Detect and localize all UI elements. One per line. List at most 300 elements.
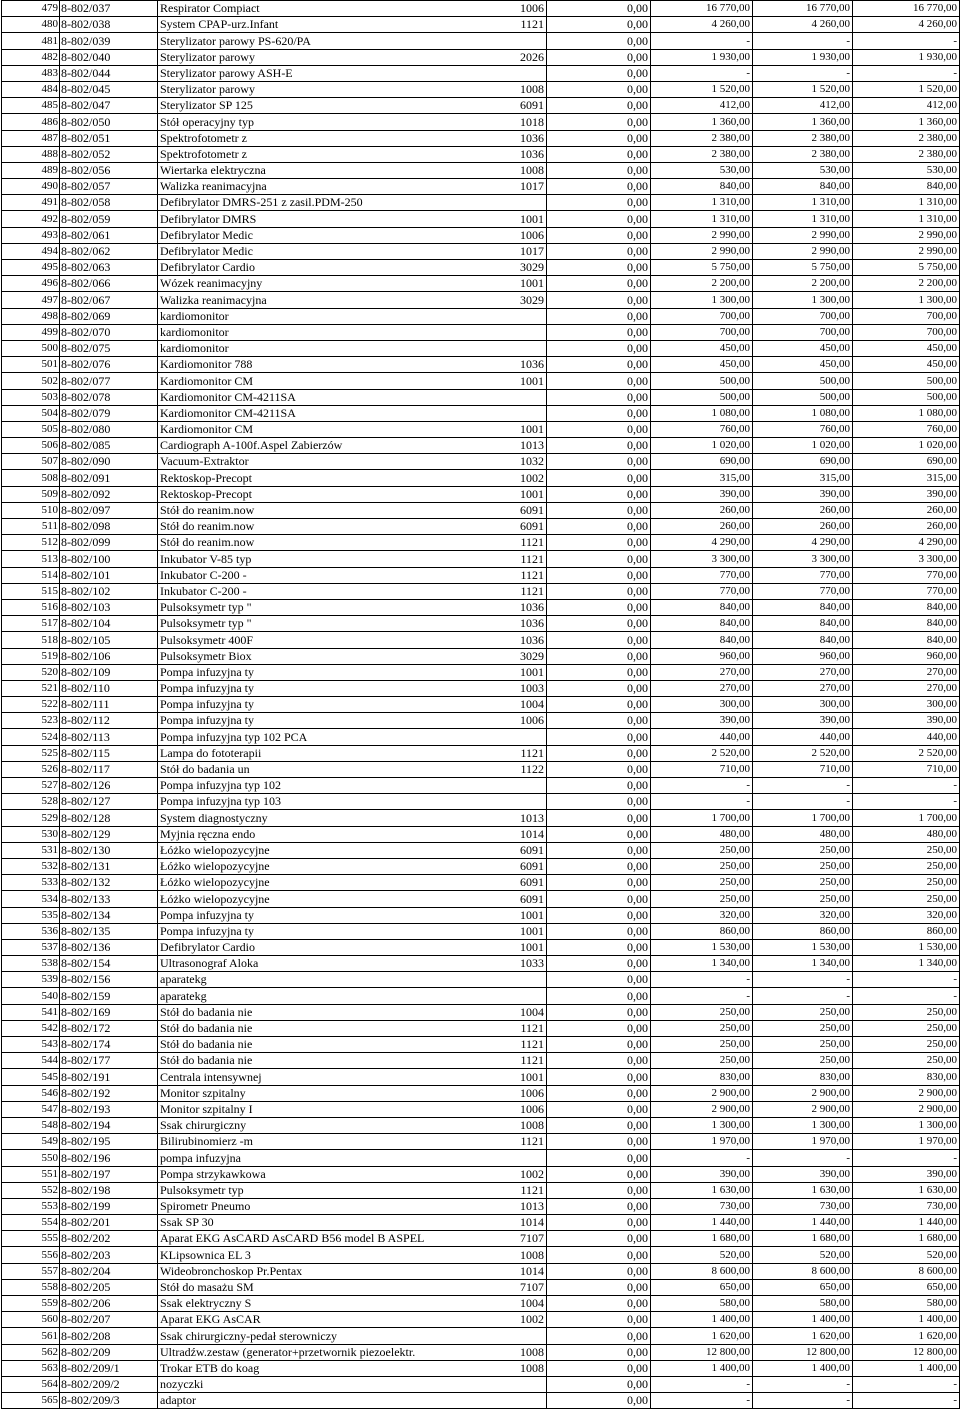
value-col-2: 1 930,00 <box>651 49 753 65</box>
row-number: 517 <box>2 616 60 632</box>
inventory-number: 8-802/202 <box>60 1231 158 1247</box>
inventory-number: 8-802/038 <box>60 17 158 33</box>
row-number: 500 <box>2 340 60 356</box>
inventory-number: 8-802/069 <box>60 308 158 324</box>
inventory-number: 8-802/037 <box>60 1 158 17</box>
value-col-2: 450,00 <box>651 340 753 356</box>
inventory-number: 8-802/080 <box>60 421 158 437</box>
value-col-2: 840,00 <box>651 616 753 632</box>
table-row <box>2 502 960 518</box>
value-col-4: 2 900,00 <box>853 1085 960 1101</box>
value-col-4: 8 600,00 <box>853 1263 960 1279</box>
inventory-number: 8-802/111 <box>60 697 158 713</box>
row-number: 565 <box>2 1393 60 1409</box>
group-code: 1013 <box>487 810 547 826</box>
inventory-number: 8-802/136 <box>60 939 158 955</box>
table-row <box>2 211 960 227</box>
group-code: 1121 <box>487 1182 547 1198</box>
table-row <box>2 648 960 664</box>
value-col-1: 0,00 <box>547 195 651 211</box>
table-row <box>2 1393 960 1409</box>
asset-name: Aparat EKG AsCAR <box>158 1312 487 1328</box>
group-code: 1001 <box>487 373 547 389</box>
row-number: 485 <box>2 98 60 114</box>
value-col-4: 1 700,00 <box>853 810 960 826</box>
inventory-number: 8-802/209/2 <box>60 1376 158 1392</box>
asset-name: Defibrylator Cardio <box>158 939 487 955</box>
value-col-2: 1 340,00 <box>651 956 753 972</box>
inventory-number: 8-802/079 <box>60 405 158 421</box>
inventory-number: 8-802/062 <box>60 243 158 259</box>
table-body <box>2 1 960 1409</box>
table-row <box>2 1134 960 1150</box>
value-col-4: 650,00 <box>853 1279 960 1295</box>
value-col-4: 1 360,00 <box>853 114 960 130</box>
group-code <box>487 65 547 81</box>
table-row <box>2 599 960 615</box>
asset-name: Pompa infuzyjna ty <box>158 923 487 939</box>
value-col-4: 1 400,00 <box>853 1312 960 1328</box>
asset-name: Pompa infuzyjna ty <box>158 713 487 729</box>
value-col-4: 250,00 <box>853 1053 960 1069</box>
value-col-3: - <box>753 778 853 794</box>
inventory-number: 8-802/040 <box>60 49 158 65</box>
asset-name: Walizka reanimacyjna <box>158 292 487 308</box>
value-col-1: 0,00 <box>547 1198 651 1214</box>
value-col-1: 0,00 <box>547 923 651 939</box>
group-code <box>487 389 547 405</box>
value-col-4: 1 630,00 <box>853 1182 960 1198</box>
value-col-1: 0,00 <box>547 972 651 988</box>
value-col-4: 1 680,00 <box>853 1231 960 1247</box>
value-col-4: 1 310,00 <box>853 211 960 227</box>
group-code: 1008 <box>487 1360 547 1376</box>
value-col-1: 0,00 <box>547 308 651 324</box>
group-code: 1014 <box>487 1263 547 1279</box>
value-col-3: 1 300,00 <box>753 292 853 308</box>
group-code: 6091 <box>487 502 547 518</box>
value-col-3: 2 380,00 <box>753 130 853 146</box>
group-code: 6091 <box>487 891 547 907</box>
group-code: 7107 <box>487 1231 547 1247</box>
value-col-2: 1 310,00 <box>651 195 753 211</box>
value-col-1: 0,00 <box>547 713 651 729</box>
table-row <box>2 1166 960 1182</box>
value-col-4: - <box>853 972 960 988</box>
table-row <box>2 567 960 583</box>
group-code: 1004 <box>487 1296 547 1312</box>
value-col-2: 1 700,00 <box>651 810 753 826</box>
group-code: 1036 <box>487 616 547 632</box>
value-col-3: 700,00 <box>753 308 853 324</box>
asset-name: Spektrofotometr z <box>158 130 487 146</box>
asset-name: System CPAP-urz.Infant <box>158 17 487 33</box>
row-number: 558 <box>2 1279 60 1295</box>
value-col-1: 0,00 <box>547 778 651 794</box>
inventory-number: 8-802/204 <box>60 1263 158 1279</box>
table-row <box>2 956 960 972</box>
row-number: 521 <box>2 680 60 696</box>
row-number: 538 <box>2 956 60 972</box>
value-col-2: - <box>651 1150 753 1166</box>
table-row <box>2 98 960 114</box>
value-col-4: 1 520,00 <box>853 81 960 97</box>
asset-name: Centrala intensywnej <box>158 1069 487 1085</box>
row-number: 561 <box>2 1328 60 1344</box>
inventory-number: 8-802/061 <box>60 227 158 243</box>
value-col-4: 12 800,00 <box>853 1344 960 1360</box>
asset-name: Łóżko wielopozycyjne <box>158 858 487 874</box>
value-col-3: 1 970,00 <box>753 1134 853 1150</box>
value-col-1: 0,00 <box>547 1376 651 1392</box>
inventory-number: 8-802/191 <box>60 1069 158 1085</box>
value-col-2: 390,00 <box>651 486 753 502</box>
asset-name: Ultrasonograf Aloka <box>158 956 487 972</box>
table-row <box>2 551 960 567</box>
value-col-2: 830,00 <box>651 1069 753 1085</box>
value-col-2: 440,00 <box>651 729 753 745</box>
table-row <box>2 794 960 810</box>
inventory-number: 8-802/115 <box>60 745 158 761</box>
value-col-4: 390,00 <box>853 713 960 729</box>
value-col-3: 250,00 <box>753 1004 853 1020</box>
value-col-3: 2 200,00 <box>753 276 853 292</box>
value-col-2: 270,00 <box>651 664 753 680</box>
value-col-3: 2 380,00 <box>753 146 853 162</box>
group-code: 1006 <box>487 1101 547 1117</box>
row-number: 528 <box>2 794 60 810</box>
inventory-number: 8-802/056 <box>60 162 158 178</box>
value-col-3: 270,00 <box>753 680 853 696</box>
value-col-4: 1 400,00 <box>853 1360 960 1376</box>
asset-name: Pompa infuzyjna typ 102 PCA <box>158 729 487 745</box>
value-col-4: 2 380,00 <box>853 130 960 146</box>
value-col-2: 250,00 <box>651 875 753 891</box>
value-col-1: 0,00 <box>547 98 651 114</box>
value-col-2: 1 400,00 <box>651 1312 753 1328</box>
value-col-1: 0,00 <box>547 1393 651 1409</box>
value-col-2: 12 800,00 <box>651 1344 753 1360</box>
value-col-2: - <box>651 778 753 794</box>
value-col-3: - <box>753 794 853 810</box>
value-col-4: 1 020,00 <box>853 438 960 454</box>
asset-name: pompa infuzyjna <box>158 1150 487 1166</box>
inventory-number: 8-802/177 <box>60 1053 158 1069</box>
asset-name: Vacuum-Extraktor <box>158 454 487 470</box>
value-col-1: 0,00 <box>547 891 651 907</box>
value-col-2: 412,00 <box>651 98 753 114</box>
value-col-1: 0,00 <box>547 1312 651 1328</box>
value-col-1: 0,00 <box>547 454 651 470</box>
value-col-3: 300,00 <box>753 697 853 713</box>
value-col-4: 300,00 <box>853 697 960 713</box>
value-col-1: 0,00 <box>547 130 651 146</box>
table-row <box>2 357 960 373</box>
value-col-2: 2 900,00 <box>651 1101 753 1117</box>
value-col-4: 840,00 <box>853 632 960 648</box>
value-col-3: 1 400,00 <box>753 1312 853 1328</box>
value-col-3: 650,00 <box>753 1279 853 1295</box>
row-number: 479 <box>2 1 60 17</box>
value-col-1: 0,00 <box>547 486 651 502</box>
value-col-1: 0,00 <box>547 211 651 227</box>
group-code: 1121 <box>487 745 547 761</box>
value-col-3: 830,00 <box>753 1069 853 1085</box>
value-col-1: 0,00 <box>547 1279 651 1295</box>
asset-name: Spektrofotometr z <box>158 146 487 162</box>
value-col-3: 250,00 <box>753 1053 853 1069</box>
inventory-number: 8-802/103 <box>60 599 158 615</box>
value-col-3: 2 990,00 <box>753 243 853 259</box>
value-col-1: 0,00 <box>547 389 651 405</box>
value-col-2: - <box>651 988 753 1004</box>
value-col-2: 250,00 <box>651 842 753 858</box>
value-col-2: 250,00 <box>651 1053 753 1069</box>
value-col-3: 450,00 <box>753 340 853 356</box>
row-number: 555 <box>2 1231 60 1247</box>
asset-name: Wiertarka elektryczna <box>158 162 487 178</box>
value-col-1: 0,00 <box>547 17 651 33</box>
value-col-1: 0,00 <box>547 1134 651 1150</box>
value-col-4: 840,00 <box>853 616 960 632</box>
asset-name: Pompa infuzyjna typ 103 <box>158 794 487 810</box>
asset-name: Pulsoksymetr Biox <box>158 648 487 664</box>
table-row <box>2 842 960 858</box>
value-col-2: 1 630,00 <box>651 1182 753 1198</box>
row-number: 522 <box>2 697 60 713</box>
row-number: 545 <box>2 1069 60 1085</box>
value-col-3: 760,00 <box>753 421 853 437</box>
value-col-4: 480,00 <box>853 826 960 842</box>
inventory-number: 8-802/051 <box>60 130 158 146</box>
table-row <box>2 1101 960 1117</box>
table-row <box>2 1037 960 1053</box>
table-row <box>2 454 960 470</box>
asset-name: Stół do masażu SM <box>158 1279 487 1295</box>
table-row <box>2 1150 960 1166</box>
value-col-4: 2 990,00 <box>853 227 960 243</box>
value-col-1: 0,00 <box>547 162 651 178</box>
row-number: 549 <box>2 1134 60 1150</box>
value-col-2: 2 990,00 <box>651 227 753 243</box>
value-col-2: 730,00 <box>651 1198 753 1214</box>
value-col-2: 16 770,00 <box>651 1 753 17</box>
value-col-3: 770,00 <box>753 567 853 583</box>
asset-name: Stół do badania nie <box>158 1004 487 1020</box>
value-col-3: 2 900,00 <box>753 1101 853 1117</box>
asset-name: Pulsoksymetr typ " <box>158 616 487 632</box>
asset-name: Stół do badania nie <box>158 1020 487 1036</box>
asset-register-table <box>1 0 960 1409</box>
table-row <box>2 1182 960 1198</box>
value-col-3: 440,00 <box>753 729 853 745</box>
value-col-1: 0,00 <box>547 664 651 680</box>
value-col-1: 0,00 <box>547 1117 651 1133</box>
value-col-3: 840,00 <box>753 599 853 615</box>
value-col-2: 1 360,00 <box>651 114 753 130</box>
value-col-2: 1 440,00 <box>651 1215 753 1231</box>
inventory-number: 8-802/047 <box>60 98 158 114</box>
table-row <box>2 632 960 648</box>
asset-name: Stół do badania nie <box>158 1053 487 1069</box>
value-col-4: 16 770,00 <box>853 1 960 17</box>
table-row <box>2 697 960 713</box>
row-number: 505 <box>2 421 60 437</box>
value-col-2: 1 300,00 <box>651 292 753 308</box>
value-col-2: 8 600,00 <box>651 1263 753 1279</box>
row-number: 495 <box>2 260 60 276</box>
value-col-4: 412,00 <box>853 98 960 114</box>
row-number: 502 <box>2 373 60 389</box>
value-col-1: 0,00 <box>547 745 651 761</box>
inventory-number: 8-802/207 <box>60 1312 158 1328</box>
value-col-2: 480,00 <box>651 826 753 842</box>
row-number: 539 <box>2 972 60 988</box>
value-col-4: 5 750,00 <box>853 260 960 276</box>
value-col-1: 0,00 <box>547 1263 651 1279</box>
group-code: 1008 <box>487 1117 547 1133</box>
value-col-2: 250,00 <box>651 858 753 874</box>
inventory-number: 8-802/194 <box>60 1117 158 1133</box>
group-code: 1008 <box>487 162 547 178</box>
value-col-4: 270,00 <box>853 680 960 696</box>
value-col-3: 1 310,00 <box>753 195 853 211</box>
asset-name: Stół operacyjny typ <box>158 114 487 130</box>
value-col-3: 1 020,00 <box>753 438 853 454</box>
value-col-2: 2 380,00 <box>651 130 753 146</box>
row-number: 513 <box>2 551 60 567</box>
inventory-number: 8-802/057 <box>60 179 158 195</box>
group-code <box>487 308 547 324</box>
group-code: 1014 <box>487 826 547 842</box>
value-col-4: 500,00 <box>853 373 960 389</box>
table-row <box>2 858 960 874</box>
value-col-2: 315,00 <box>651 470 753 486</box>
inventory-number: 8-802/169 <box>60 1004 158 1020</box>
group-code <box>487 1393 547 1409</box>
row-number: 523 <box>2 713 60 729</box>
table-row <box>2 1231 960 1247</box>
inventory-number: 8-802/058 <box>60 195 158 211</box>
group-code: 1002 <box>487 1312 547 1328</box>
value-col-1: 0,00 <box>547 632 651 648</box>
asset-name: Łóżko wielopozycyjne <box>158 891 487 907</box>
group-code: 1001 <box>487 421 547 437</box>
group-code <box>487 340 547 356</box>
value-col-4: 250,00 <box>853 891 960 907</box>
table-row <box>2 470 960 486</box>
table-row <box>2 778 960 794</box>
row-number: 496 <box>2 276 60 292</box>
value-col-2: 1 530,00 <box>651 939 753 955</box>
value-col-2: 840,00 <box>651 599 753 615</box>
inventory-number: 8-802/128 <box>60 810 158 826</box>
table-row <box>2 729 960 745</box>
inventory-number: 8-802/063 <box>60 260 158 276</box>
value-col-3: - <box>753 65 853 81</box>
asset-name: Kardiomonitor 788 <box>158 357 487 373</box>
group-code: 1036 <box>487 357 547 373</box>
group-code <box>487 729 547 745</box>
inventory-number: 8-802/209/3 <box>60 1393 158 1409</box>
inventory-number: 8-802/198 <box>60 1182 158 1198</box>
asset-name: Walizka reanimacyjna <box>158 179 487 195</box>
value-col-2: 450,00 <box>651 357 753 373</box>
inventory-number: 8-802/192 <box>60 1085 158 1101</box>
value-col-2: 1 970,00 <box>651 1134 753 1150</box>
value-col-4: - <box>853 1376 960 1392</box>
row-number: 504 <box>2 405 60 421</box>
table-row <box>2 438 960 454</box>
value-col-2: 700,00 <box>651 324 753 340</box>
asset-name: Defibrylator DMRS-251 z zasil.PDM-250 <box>158 195 487 211</box>
value-col-1: 0,00 <box>547 519 651 535</box>
inventory-number: 8-802/090 <box>60 454 158 470</box>
row-number: 484 <box>2 81 60 97</box>
value-col-1: 0,00 <box>547 357 651 373</box>
table-row <box>2 826 960 842</box>
table-row <box>2 1279 960 1295</box>
table-row <box>2 1376 960 1392</box>
inventory-number: 8-802/102 <box>60 583 158 599</box>
inventory-number: 8-802/045 <box>60 81 158 97</box>
row-number: 554 <box>2 1215 60 1231</box>
row-number: 501 <box>2 357 60 373</box>
table-row <box>2 1053 960 1069</box>
table-row <box>2 810 960 826</box>
table-row <box>2 907 960 923</box>
value-col-2: 2 380,00 <box>651 146 753 162</box>
inventory-number: 8-802/209/1 <box>60 1360 158 1376</box>
value-col-1: 0,00 <box>547 276 651 292</box>
value-col-3: 12 800,00 <box>753 1344 853 1360</box>
asset-name: Rektoskop-Precopt <box>158 470 487 486</box>
value-col-2: 3 300,00 <box>651 551 753 567</box>
row-number: 515 <box>2 583 60 599</box>
table-row <box>2 1069 960 1085</box>
asset-name: Defibrylator DMRS <box>158 211 487 227</box>
inventory-number: 8-802/172 <box>60 1020 158 1036</box>
group-code <box>487 778 547 794</box>
group-code: 3029 <box>487 292 547 308</box>
value-col-2: 2 990,00 <box>651 243 753 259</box>
asset-name: Defibrylator Medic <box>158 243 487 259</box>
table-row <box>2 519 960 535</box>
value-col-4: 260,00 <box>853 519 960 535</box>
value-col-1: 0,00 <box>547 1231 651 1247</box>
group-code: 1121 <box>487 551 547 567</box>
value-col-2: 320,00 <box>651 907 753 923</box>
value-col-4: 4 260,00 <box>853 17 960 33</box>
value-col-3: 4 260,00 <box>753 17 853 33</box>
value-col-3: 840,00 <box>753 632 853 648</box>
asset-name: adaptor <box>158 1393 487 1409</box>
asset-name: Kardiomonitor CM <box>158 421 487 437</box>
group-code: 1121 <box>487 1020 547 1036</box>
row-number: 499 <box>2 324 60 340</box>
asset-name: KLipsownica EL 3 <box>158 1247 487 1263</box>
group-code: 1004 <box>487 1004 547 1020</box>
asset-name: Rektoskop-Precopt <box>158 486 487 502</box>
table-row <box>2 988 960 1004</box>
group-code <box>487 1376 547 1392</box>
value-col-2: 1 300,00 <box>651 1117 753 1133</box>
value-col-4: 2 380,00 <box>853 146 960 162</box>
value-col-4: 730,00 <box>853 1198 960 1214</box>
value-col-4: 1 620,00 <box>853 1328 960 1344</box>
inventory-number: 8-802/109 <box>60 664 158 680</box>
row-number: 503 <box>2 389 60 405</box>
